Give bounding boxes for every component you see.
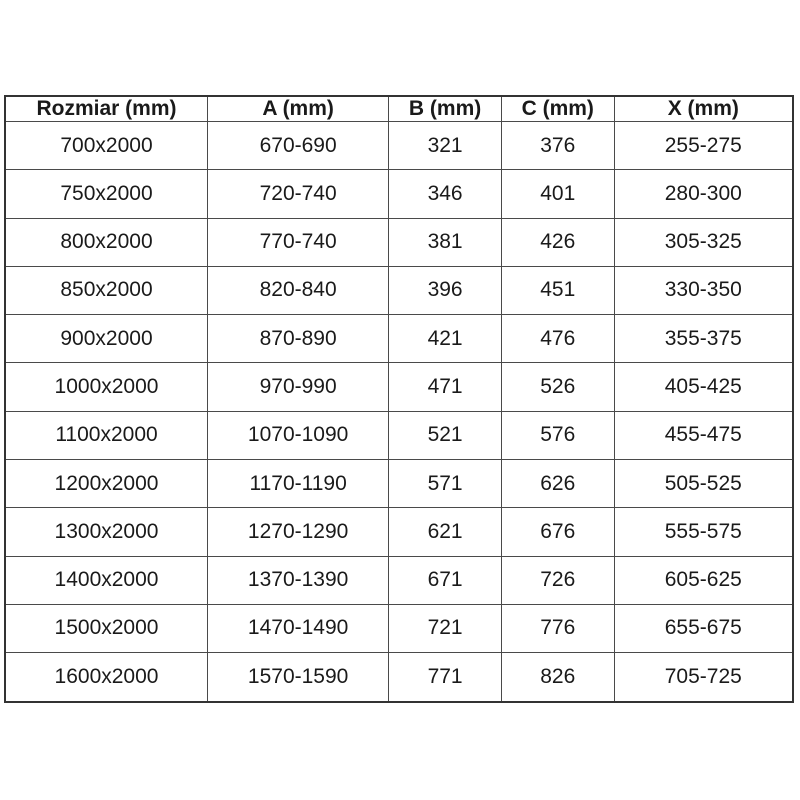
table-cell: 700x2000	[5, 122, 208, 170]
table-cell: 1070-1090	[208, 411, 389, 459]
table-cell: 621	[389, 508, 502, 556]
table-cell: 381	[389, 218, 502, 266]
table-row	[5, 315, 793, 363]
table-cell: 426	[501, 218, 614, 266]
table-cell: 521	[389, 411, 502, 459]
table-cell: 670-690	[208, 122, 389, 170]
table-cell: 655-675	[614, 604, 793, 652]
table-body	[5, 122, 793, 703]
column-header-c: C (mm)	[501, 96, 614, 122]
table-row	[5, 122, 793, 170]
table-cell: 771	[389, 653, 502, 702]
column-header-rozmiar: Rozmiar (mm)	[5, 96, 208, 122]
table-row	[5, 459, 793, 507]
dimensions-table	[4, 95, 794, 703]
table-cell: 255-275	[614, 122, 793, 170]
table-cell: 396	[389, 266, 502, 314]
column-header-b: B (mm)	[389, 96, 502, 122]
table-cell: 471	[389, 363, 502, 411]
table-cell: 1500x2000	[5, 604, 208, 652]
table-row	[5, 508, 793, 556]
table-cell: 1300x2000	[5, 508, 208, 556]
table-cell: 1570-1590	[208, 653, 389, 702]
column-header-a: A (mm)	[208, 96, 389, 122]
table-cell: 970-990	[208, 363, 389, 411]
table-cell: 770-740	[208, 218, 389, 266]
table-cell: 626	[501, 459, 614, 507]
table-cell: 305-325	[614, 218, 793, 266]
table-cell: 1200x2000	[5, 459, 208, 507]
table-cell: 826	[501, 653, 614, 702]
table-row	[5, 218, 793, 266]
table-cell: 571	[389, 459, 502, 507]
table-row	[5, 363, 793, 411]
table-cell: 576	[501, 411, 614, 459]
table-cell: 1600x2000	[5, 653, 208, 702]
table-cell: 705-725	[614, 653, 793, 702]
table-cell: 455-475	[614, 411, 793, 459]
table-cell: 720-740	[208, 170, 389, 218]
table-cell: 555-575	[614, 508, 793, 556]
table-cell: 1100x2000	[5, 411, 208, 459]
table-cell: 526	[501, 363, 614, 411]
table-cell: 505-525	[614, 459, 793, 507]
table-cell: 776	[501, 604, 614, 652]
table-header	[5, 96, 793, 122]
table-row	[5, 556, 793, 604]
table-cell: 900x2000	[5, 315, 208, 363]
table-cell: 870-890	[208, 315, 389, 363]
table-cell: 726	[501, 556, 614, 604]
table-cell: 376	[501, 122, 614, 170]
table-cell: 1000x2000	[5, 363, 208, 411]
table-cell: 1370-1390	[208, 556, 389, 604]
table-cell: 476	[501, 315, 614, 363]
table-cell: 321	[389, 122, 502, 170]
header-row	[5, 96, 793, 122]
table-cell: 355-375	[614, 315, 793, 363]
table-cell: 721	[389, 604, 502, 652]
table-cell: 676	[501, 508, 614, 556]
table-cell: 280-300	[614, 170, 793, 218]
table-cell: 1400x2000	[5, 556, 208, 604]
table-row	[5, 604, 793, 652]
table-cell: 671	[389, 556, 502, 604]
table-row	[5, 411, 793, 459]
table-cell: 346	[389, 170, 502, 218]
table-row	[5, 653, 793, 702]
table-cell: 1270-1290	[208, 508, 389, 556]
table-row	[5, 170, 793, 218]
table-cell: 800x2000	[5, 218, 208, 266]
table-cell: 421	[389, 315, 502, 363]
dimensions-table-container	[4, 95, 794, 703]
table-row	[5, 266, 793, 314]
table-cell: 401	[501, 170, 614, 218]
table-cell: 451	[501, 266, 614, 314]
table-cell: 605-625	[614, 556, 793, 604]
table-cell: 1170-1190	[208, 459, 389, 507]
table-cell: 750x2000	[5, 170, 208, 218]
table-cell: 1470-1490	[208, 604, 389, 652]
table-cell: 820-840	[208, 266, 389, 314]
column-header-x: X (mm)	[614, 96, 793, 122]
table-cell: 405-425	[614, 363, 793, 411]
table-cell: 330-350	[614, 266, 793, 314]
table-cell: 850x2000	[5, 266, 208, 314]
